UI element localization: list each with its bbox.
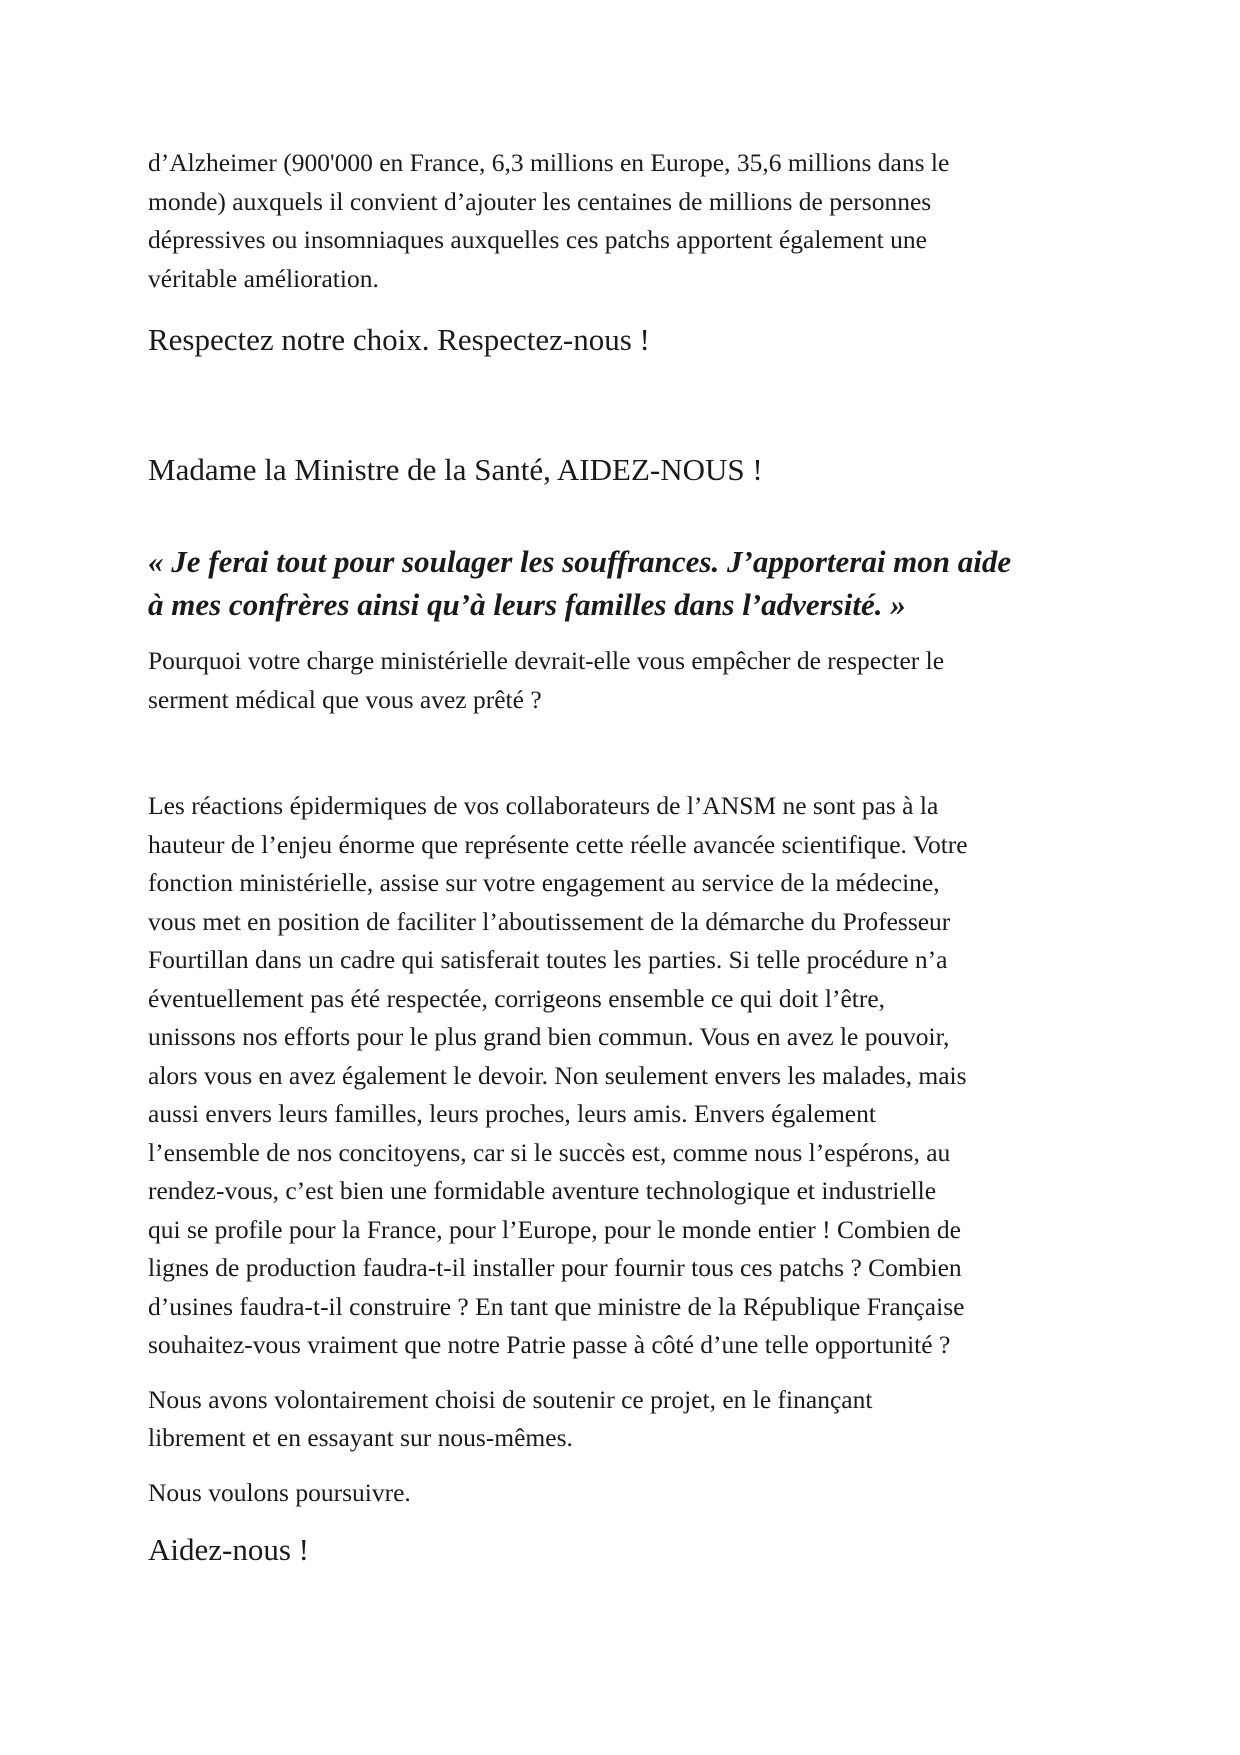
heading-minister-help-us: Madame la Ministre de la Santé, AIDEZ-NOUS !	[148, 452, 763, 487]
paragraph-ansm-reactions: Les réactions épidermiques de vos collaborateurs de l’ANSM ne sont pas à la hauteur de l’enjeu énorme que représente cette réelle avancée scientifique. Votre fonction ministérielle, assise sur votre engagement au service de la médecine, vous met en position de faciliter l’aboutissement de la démarche du Professeur Fourtillan dans un cadre qui satisferait toutes les parties. Si telle procédure n’a éventuellement pas été respectée, corrigeons ensemble ce qui doit l’être, unissons nos efforts pour le plus grand bien commun. Vous en avez le pouvoir, alors vous en avez également le devoir. Non seulement envers les malades, mais aussi envers leurs familles, leurs proches, leurs amis. Envers également l’ensemble de nos concitoyens, car si le succès est, comme nous l’espérons, au rendez-vous, c’est bien une formidable aventure technologique et industrielle qui se profile pour la France, pour l’Europe, pour le monde entier ! Combien de lignes de production faudra-t-il installer pour fournir tous ces patchs ? Combien d’usines faudra-t-il construire ? En tant que ministre de la République Française souhaitez-vous vraiment que notre Patrie passe à côté d’une telle opportunité ?	[148, 791, 968, 1359]
document-body	[148, 144, 1108, 1570]
paragraph-medical-oath-question: Pourquoi votre charge ministérielle devrait-elle vous empêcher de respecter le serment médical que vous avez prêté ?	[148, 646, 945, 714]
paragraph-we-want-to-continue: Nous voulons poursuivre.	[148, 1477, 411, 1507]
closing-help-us: Aidez-nous !	[148, 1532, 309, 1567]
paragraph-we-chose-to-support: Nous avons volontairement choisi de soutenir ce projet, en le finançant librement et en essayant sur nous-mêmes.	[148, 1384, 873, 1452]
paragraph-alzheimer-statistics: d’Alzheimer (900'000 en France, 6,3 millions en Europe, 35,6 millions dans le monde) auxquels il convient d’ajouter les centaines de millions de personnes dépressives ou insomniaques auxquelles ces patchs apportent également une véritable amélioration.	[148, 148, 950, 293]
oath-quote: « Je ferai tout pour soulager les souffrances. J’apporterai mon aide à mes confrères ainsi qu’à leurs familles dans l’adversité. »	[148, 544, 1012, 622]
heading-respect-our-choice: Respectez notre choix. Respectez-nous !	[148, 322, 650, 357]
